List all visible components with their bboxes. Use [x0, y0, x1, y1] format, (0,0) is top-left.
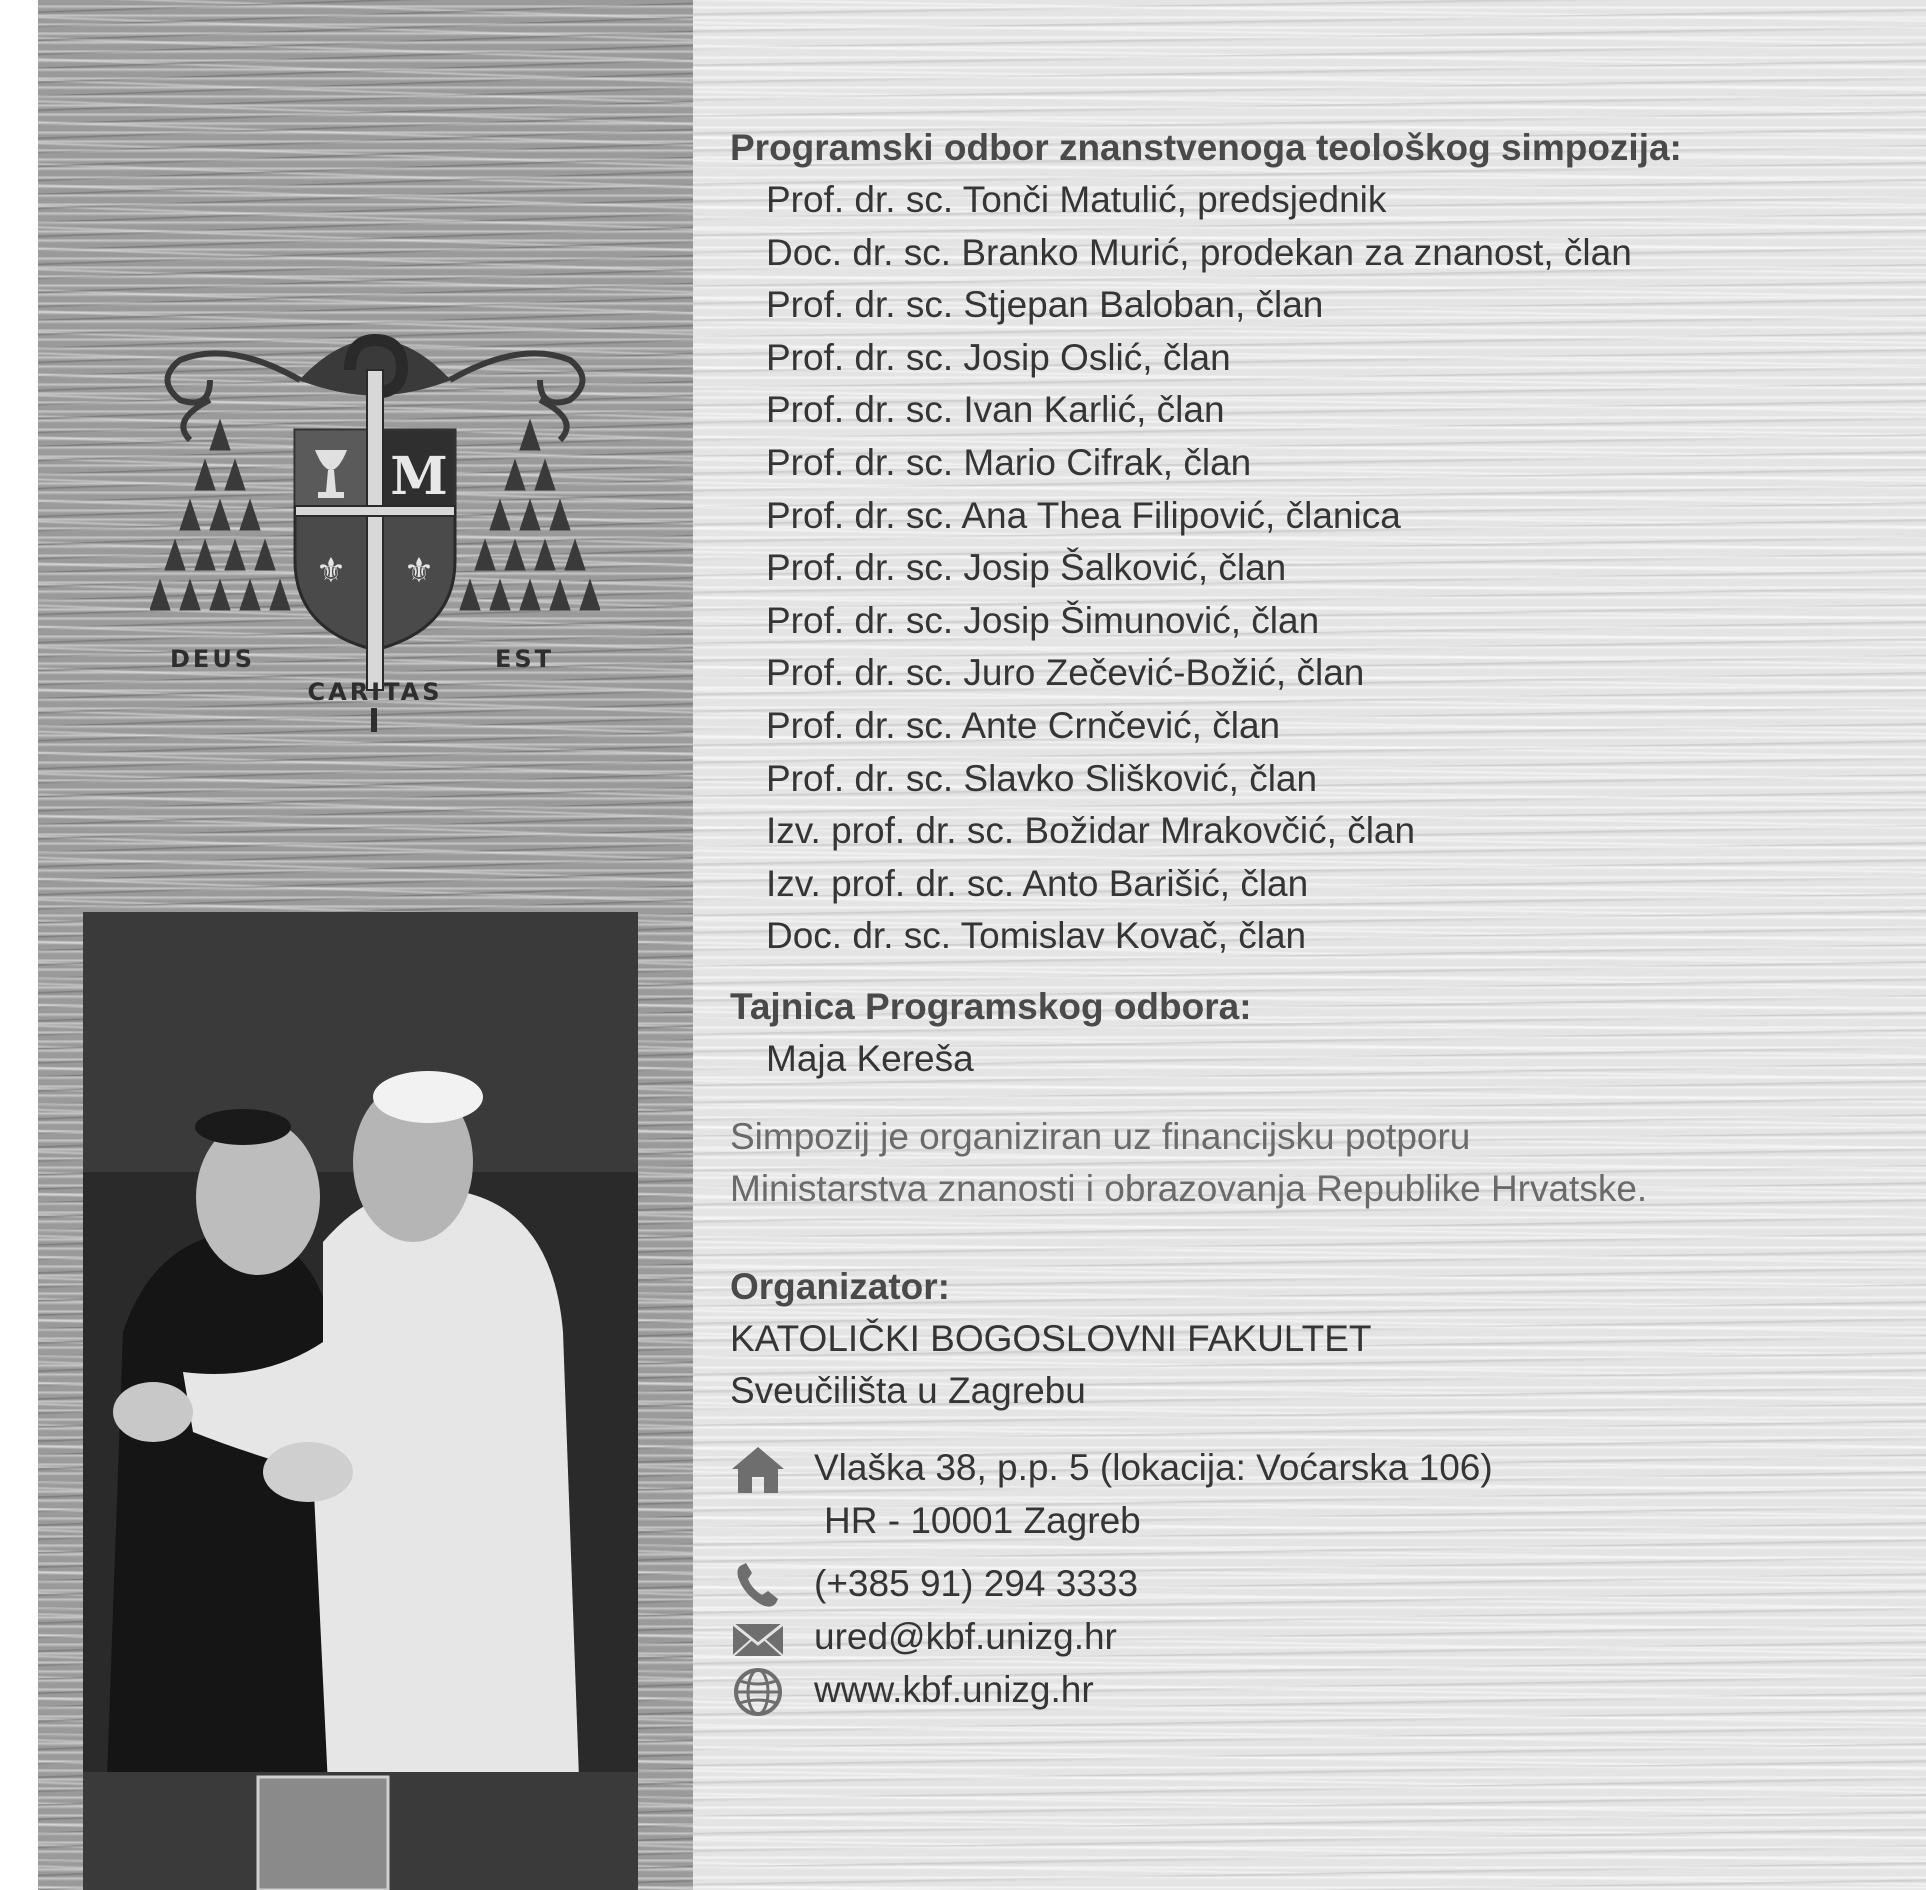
photo-illustration [83, 912, 638, 1890]
list-item: Doc. dr. sc. Tomislav Kovač, član [766, 915, 1307, 957]
main-content [730, 122, 1880, 1716]
lily-right-icon: ⚜ [403, 551, 435, 591]
motto-exclamation [371, 708, 377, 732]
phone-number[interactable]: (+385 91) 294 3333 [814, 1562, 1139, 1604]
list-item: Izv. prof. dr. sc. Božidar Mrakovčić, član [766, 810, 1416, 852]
list-item: Izv. prof. dr. sc. Anto Barišić, član [766, 862, 1309, 904]
list-item: Prof. dr. sc. Ivan Karlić, član [766, 389, 1225, 431]
hat-cords-right [450, 353, 583, 440]
address-line [730, 1441, 1880, 1494]
tassels-left [150, 420, 290, 610]
secretary-name: Maja Kereša [766, 1037, 974, 1079]
organizer-name: KATOLIČKI BOGOSLOVNI FAKULTET [730, 1317, 1372, 1359]
website-link[interactable]: www.kbf.unizg.hr [814, 1668, 1094, 1710]
tassels-right [460, 420, 600, 610]
envelope-icon [730, 1614, 786, 1664]
secretary-heading: Tajnica Programskog odbora: [730, 985, 1252, 1027]
list-item: Prof. dr. sc. Slavko Slišković, član [766, 757, 1318, 799]
pope-zucchetto [373, 1071, 483, 1123]
book [258, 1777, 388, 1890]
email-link[interactable]: ured@kbf.unizg.hr [814, 1615, 1117, 1657]
phone-icon [730, 1561, 786, 1611]
list-item: Prof. dr. sc. Josip Šalković, član [766, 547, 1287, 589]
email-line [730, 1610, 1880, 1663]
funding-note [730, 1111, 1880, 1215]
organizer-university: Sveučilišta u Zagrebu [730, 1369, 1086, 1411]
organizer-heading: Organizator: [730, 1265, 950, 1307]
hat-cords-left [168, 353, 301, 440]
list-item: Prof. dr. sc. Ana Thea Filipović, članica [766, 494, 1401, 536]
committee-heading: Programski odbor znanstvenoga teološkog simpozija: [730, 127, 1682, 168]
web-line [730, 1663, 1880, 1716]
list-item: Prof. dr. sc. Josip Oslić, član [766, 336, 1231, 378]
city-line: HR - 10001 Zagreb [824, 1499, 1141, 1541]
list-item: Prof. dr. sc. Tonči Matulić, predsjednik [766, 179, 1387, 220]
processional-cross [367, 370, 383, 690]
globe-icon [730, 1667, 786, 1717]
list-item: Prof. dr. sc. Stjepan Baloban, član [766, 284, 1324, 326]
phone-line [730, 1557, 1880, 1610]
address-text: Vlaška 38, p.p. 5 (lokacija: Voćarska 106) [814, 1446, 1493, 1488]
shield-letter: M [390, 446, 448, 507]
motto-right: EST [495, 645, 555, 673]
funding-line-2: Ministarstva znanosti i obrazovanja Republike Hrvatske. [730, 1167, 1648, 1209]
list-item: Doc. dr. sc. Branko Murić, prodekan za znanost, član [766, 231, 1632, 273]
list-item: Prof. dr. sc. Mario Cifrak, član [766, 441, 1252, 483]
list-item: Prof. dr. sc. Juro Zečević-Božić, član [766, 652, 1365, 694]
photograph [83, 912, 638, 1890]
coat-of-arms [150, 300, 600, 750]
motto-left: DEUS [170, 645, 256, 673]
home-icon [730, 1445, 786, 1495]
list-item: Prof. dr. sc. Josip Šimunović, član [766, 599, 1320, 641]
committee-member-list [730, 174, 1880, 963]
funding-line-1: Simpozij je organiziran uz financijsku potporu [730, 1115, 1471, 1157]
lily-left-icon: ⚜ [315, 551, 347, 591]
list-item: Prof. dr. sc. Ante Crnčević, član [766, 704, 1281, 746]
motto-bottom: CARITAS [307, 678, 443, 706]
